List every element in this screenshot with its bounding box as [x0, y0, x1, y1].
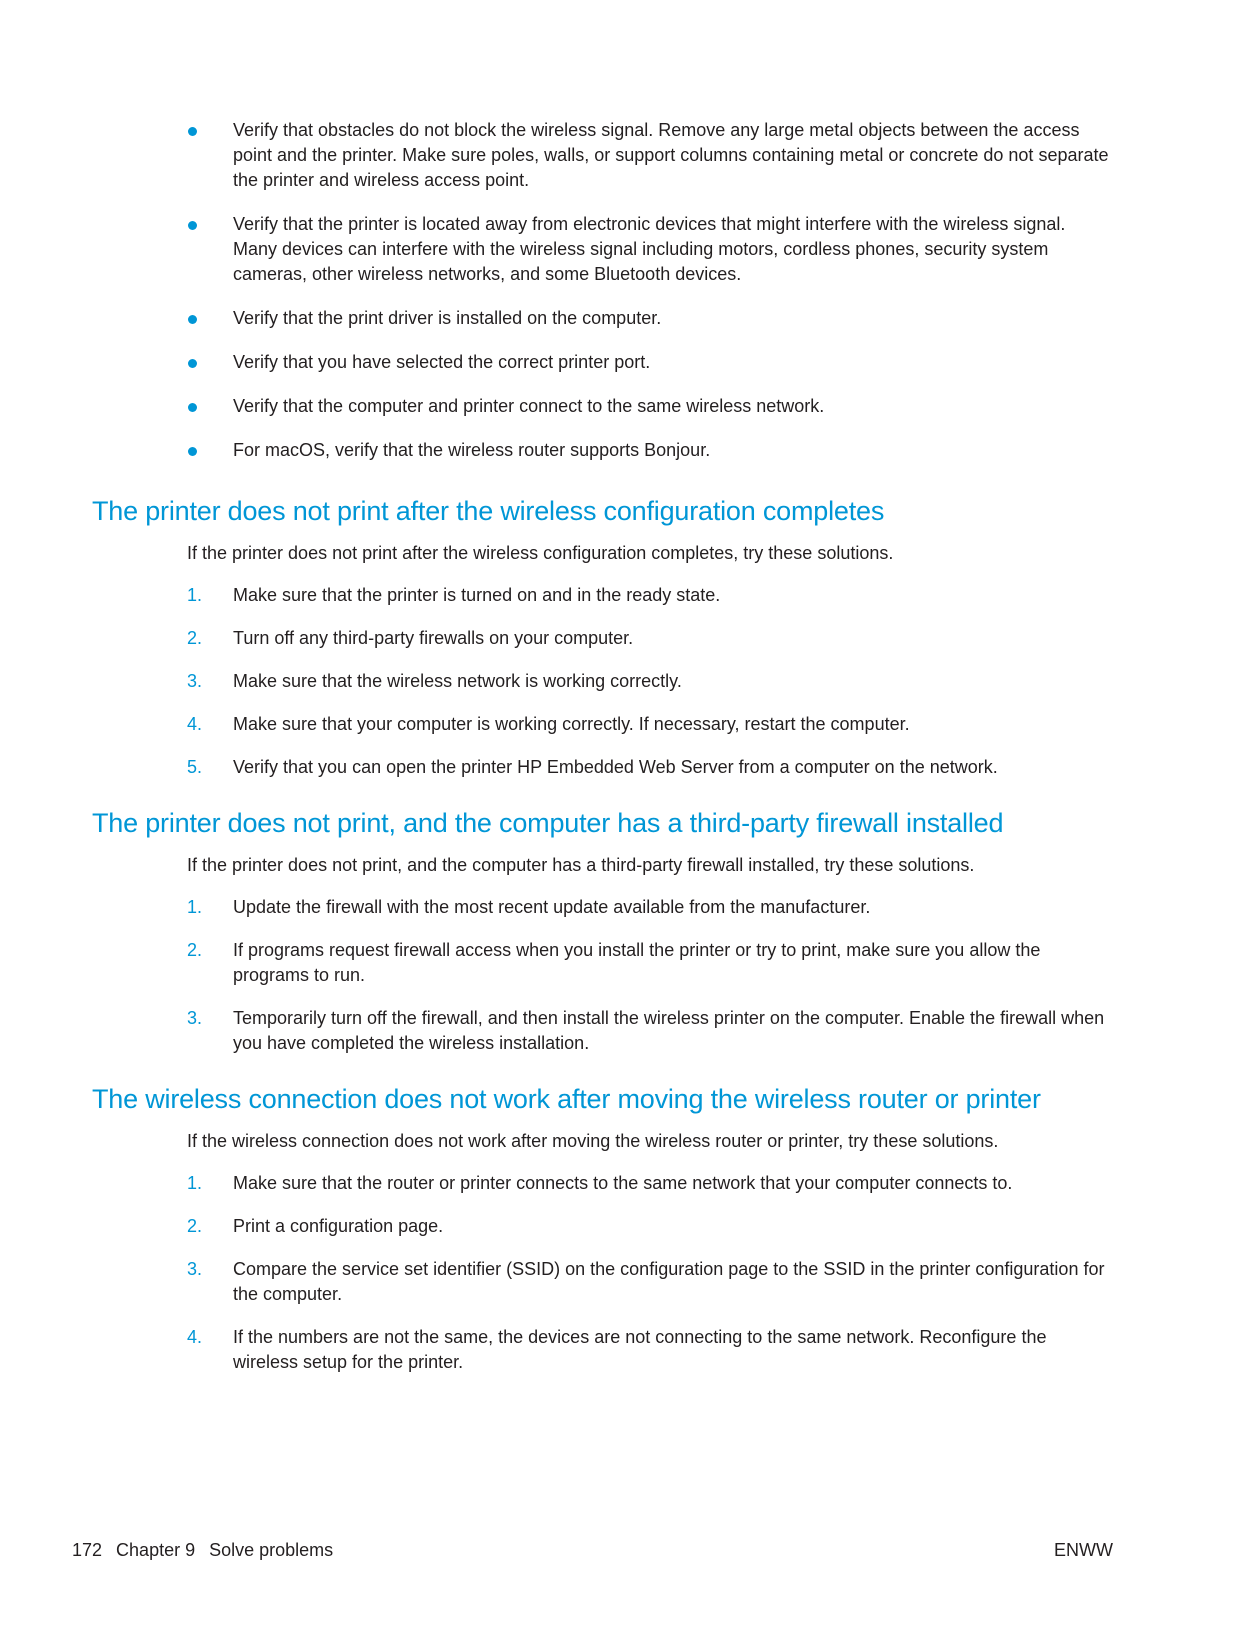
list-item — [0, 438, 1239, 463]
bullet-icon — [188, 221, 197, 230]
locale-code: ENWW — [1054, 1540, 1113, 1560]
section-intro: If the printer does not print, and the computer has a third-party firewall installed, try these solutions. — [187, 855, 975, 875]
bullet-icon — [188, 403, 197, 412]
step-number: 2. — [187, 1216, 203, 1236]
step-number: 1. — [187, 897, 203, 917]
list-item-text: Verify that you have selected the correct printer port. — [233, 352, 651, 372]
step-text: Make sure that the router or printer connects to the same network that your computer connects to. — [233, 1173, 1013, 1193]
step-item — [0, 626, 1239, 651]
step-text: Turn off any third-party firewalls on your computer. — [233, 628, 634, 648]
step-text: Make sure that the wireless network is working correctly. — [233, 671, 682, 691]
step-item — [0, 669, 1239, 694]
step-number: 5. — [187, 757, 203, 777]
chapter-label: Chapter 9 — [116, 1540, 196, 1560]
solution-steps — [0, 583, 1239, 780]
step-number: 3. — [187, 671, 203, 691]
step-item — [0, 583, 1239, 608]
page-content — [0, 118, 1239, 1375]
bullet-icon — [188, 447, 197, 456]
wireless-checklist — [0, 118, 1239, 463]
step-item — [0, 1214, 1239, 1239]
step-item — [0, 755, 1239, 780]
step-item — [0, 1325, 1239, 1375]
step-text: Compare the service set identifier (SSID) on the configuration page to the SSID in the printer configuration for the computer. — [233, 1259, 1105, 1304]
step-item — [0, 895, 1239, 920]
list-item — [0, 212, 1239, 287]
chapter-title: Solve problems — [209, 1540, 334, 1560]
list-item-text: Verify that the printer is located away from electronic devices that might interfere with the wireless signal. Many devices can interfere with the wireless signal including motors, cordless phones, security system cameras, other wireless networks, and some Bluetooth devices. — [233, 214, 1066, 284]
step-number: 3. — [187, 1259, 203, 1279]
list-item-text: Verify that the computer and printer connect to the same wireless network. — [233, 396, 825, 416]
step-number: 1. — [187, 1173, 203, 1193]
step-item — [0, 938, 1239, 988]
list-item-text: Verify that the print driver is installed on the computer. — [233, 308, 662, 328]
step-item — [0, 712, 1239, 737]
list-item-text: For macOS, verify that the wireless router supports Bonjour. — [233, 440, 711, 460]
list-item — [0, 306, 1239, 331]
step-number: 4. — [187, 714, 203, 734]
section-intro: If the wireless connection does not work after moving the wireless router or printer, try these solutions. — [187, 1131, 999, 1151]
section-heading-firewall: The printer does not print, and the computer has a third-party firewall installed — [92, 808, 1004, 838]
step-text: If programs request firewall access when you install the printer or try to print, make sure you allow the programs to run. — [233, 940, 1041, 985]
step-number: 3. — [187, 1008, 203, 1028]
bullet-icon — [188, 359, 197, 368]
step-text: Make sure that the printer is turned on and in the ready state. — [233, 585, 721, 605]
step-text: Update the firewall with the most recent update available from the manufacturer. — [233, 897, 871, 917]
step-item — [0, 1171, 1239, 1196]
step-item — [0, 1006, 1239, 1056]
section-intro: If the printer does not print after the wireless configuration completes, try these solutions. — [187, 543, 894, 563]
list-item — [0, 118, 1239, 193]
section-heading-after-config: The printer does not print after the wireless configuration completes — [92, 496, 885, 526]
list-item — [0, 394, 1239, 419]
bullet-icon — [188, 127, 197, 136]
step-text: Make sure that your computer is working correctly. If necessary, restart the computer. — [233, 714, 910, 734]
step-number: 1. — [187, 585, 203, 605]
page-number: 172 — [72, 1540, 103, 1560]
list-item-text: Verify that obstacles do not block the wireless signal. Remove any large metal objects between the access point and the printer. Make sure poles, walls, or support columns containing metal or concrete do not separate the printer and wireless access point. — [233, 120, 1109, 190]
solution-steps — [0, 1171, 1239, 1375]
solution-steps — [0, 895, 1239, 1056]
bullet-icon — [188, 315, 197, 324]
step-number: 2. — [187, 628, 203, 648]
step-number: 4. — [187, 1327, 203, 1347]
footer-left — [72, 1538, 333, 1562]
step-text: Print a configuration page. — [233, 1216, 444, 1236]
step-text: Verify that you can open the printer HP Embedded Web Server from a computer on the network. — [233, 757, 998, 777]
section-heading-moved-router: The wireless connection does not work after moving the wireless router or printer — [92, 1084, 1041, 1114]
step-number: 2. — [187, 940, 203, 960]
step-text: Temporarily turn off the firewall, and then install the wireless printer on the computer. Enable the firewall when you have completed the wireless installation. — [233, 1008, 1105, 1053]
step-text: If the numbers are not the same, the devices are not connecting to the same network. Reconfigure the wireless setup for the printer. — [233, 1327, 1047, 1372]
step-item — [0, 1257, 1239, 1307]
list-item — [0, 350, 1239, 375]
